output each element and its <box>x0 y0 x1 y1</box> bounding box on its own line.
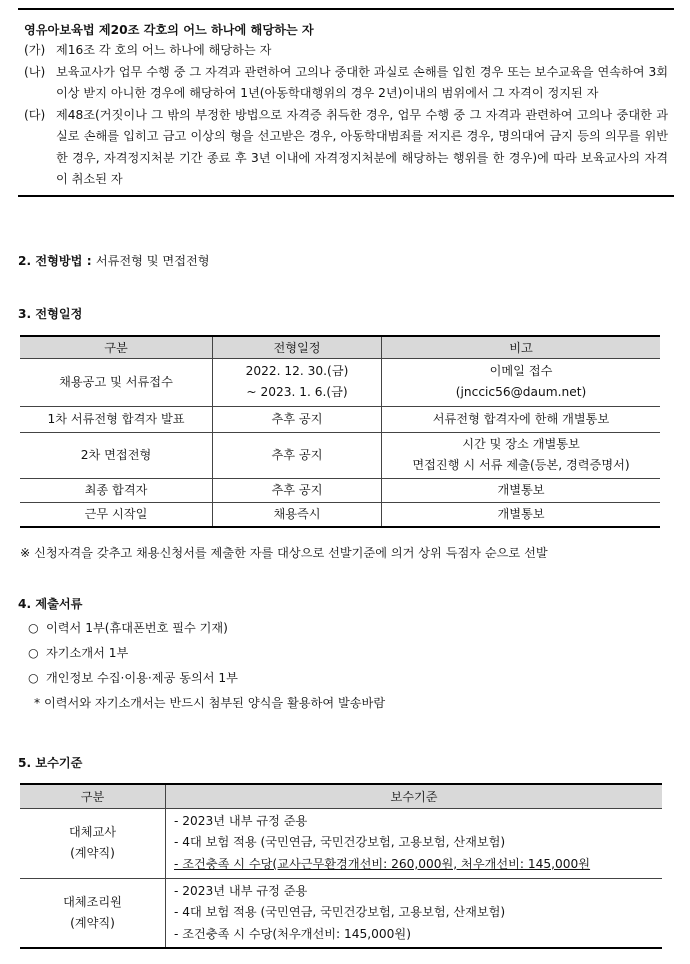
clause-da <box>18 105 674 191</box>
section-2-heading <box>18 252 210 269</box>
section-4-title: 4. 제출서류 <box>18 597 83 611</box>
document-note: * 이력서와 자기소개서는 반드시 첨부된 양식을 활용하여 발송바람 <box>34 696 386 710</box>
pay-line: - 2023년 내부 규정 준용 <box>174 813 308 828</box>
section-3-title: 3. 전형일정 <box>18 307 83 321</box>
schedule-header-category: 구분 <box>20 336 213 358</box>
schedule-date-end: ~ 2023. 1. 6.(금) <box>246 385 348 399</box>
pay-line: - 조건충족 시 수당(교사근무환경개선비: 260,000원, 처우개선비: 145,000원 <box>174 856 591 871</box>
schedule-date <box>213 358 382 406</box>
table-row <box>20 358 660 406</box>
table-row <box>20 432 660 478</box>
schedule-note <box>382 358 661 406</box>
pay-role <box>20 878 166 948</box>
clause-text: 보육교사가 업무 수행 중 그 자격과 관련하여 고의나 중대한 과실로 손해를 입힌 경우 또는 보수교육을 연속하여 3회 이상 받지 아니한 경우에 해당하여 1년(아동학대행위의 경우 2년)이내의 범위에서 그 자격이 정지된 자 <box>56 64 668 100</box>
selection-footnote: ※ 신청자격을 갖추고 채용신청서를 제출한 자를 대상으로 선발기준에 의거 상위 득점자 순으로 선발 <box>20 546 548 560</box>
schedule-date: 추후 공지 <box>213 478 382 502</box>
section-2-value: 서류전형 및 면접전형 <box>95 254 210 268</box>
schedule-category: 최종 합격자 <box>20 478 213 502</box>
schedule-category: 2차 면접전형 <box>20 432 213 478</box>
eligibility-box <box>18 8 674 197</box>
pay-header-standard: 보수기준 <box>166 784 663 808</box>
table-row <box>20 502 660 527</box>
schedule-date: 추후 공지 <box>213 432 382 478</box>
list-item <box>28 641 385 666</box>
table-row <box>20 406 660 432</box>
schedule-table <box>20 335 660 528</box>
clause-mark: (가) <box>24 43 46 57</box>
schedule-note: 개별통보 <box>382 502 661 527</box>
list-item <box>28 666 385 691</box>
role-type: (계약직) <box>70 846 115 860</box>
eligibility-heading: 영유아보육법 제20조 각호의 어느 하나에 해당하는 자 <box>24 23 314 37</box>
pay-table <box>20 783 662 949</box>
clause-mark: (다) <box>24 107 46 122</box>
circle-bullet-icon: ○ <box>28 621 39 635</box>
circle-bullet-icon: ○ <box>28 671 39 685</box>
section-5-title: 5. 보수기준 <box>18 756 83 770</box>
schedule-date-start: 2022. 12. 30.(금) <box>245 364 349 378</box>
note-line: 시간 및 장소 개별통보 <box>462 437 580 451</box>
role-name: 대체교사 <box>68 825 117 839</box>
clause-na <box>18 62 674 105</box>
note-line: (jnccic56@daum.net) <box>455 385 587 399</box>
pay-line: - 4대 보험 적용 (국민연금, 국민건강보험, 고용보험, 산재보험) <box>174 905 506 919</box>
document-item-label: 이력서 1부(휴대폰번호 필수 기재) <box>46 621 228 635</box>
document-item-label: 자기소개서 1부 <box>46 646 129 660</box>
schedule-date: 채용즉시 <box>213 502 382 527</box>
schedule-header-note: 비고 <box>382 336 661 358</box>
role-type: (계약직) <box>70 915 115 930</box>
schedule-date: 추후 공지 <box>213 406 382 432</box>
pay-header-category: 구분 <box>20 784 166 808</box>
section-2-title: 2. 전형방법 : <box>18 254 92 268</box>
pay-line: - 조건충족 시 수당(처우개선비: 145,000원) <box>174 926 411 941</box>
schedule-note: 개별통보 <box>382 478 661 502</box>
schedule-header-schedule: 전형일정 <box>213 336 382 358</box>
pay-line: - 4대 보험 적용 (국민연금, 국민건강보험, 고용보험, 산재보험) <box>174 835 506 850</box>
schedule-note <box>382 432 661 478</box>
note-line: 이메일 접수 <box>489 364 553 378</box>
document-list <box>28 616 385 716</box>
schedule-category: 채용공고 및 서류접수 <box>20 358 213 406</box>
list-item <box>28 616 385 641</box>
pay-role <box>20 808 166 878</box>
table-row <box>20 878 662 948</box>
clause-text: 제16조 각 호의 어느 하나에 해당하는 자 <box>56 43 272 57</box>
circle-bullet-icon: ○ <box>28 646 39 660</box>
clause-text: 제48조(거짓이나 그 밖의 부정한 방법으로 자격증 취득한 경우, 업무 수행 중 그 자격과 관련하여 고의나 중대한 과실로 손해를 입히고 금고 이상의 형을 선고받은 경우, 아동학대범죄를 저지른 경우, 명의대여 금지 등의 의무를 위반한 경우, 자격정지처분 기간 종료 후 3년 이내에 자격정지처분에 해당하는 행위를 한 경우)에 따라 보육교사의 자격이 취소된 자 <box>56 107 668 186</box>
table-row <box>20 478 660 502</box>
document-item-label: 개인정보 수집·이용·제공 동의서 1부 <box>46 671 238 685</box>
pay-standard <box>166 808 663 878</box>
table-row <box>20 808 662 878</box>
role-name: 대체조리원 <box>63 894 122 909</box>
schedule-category: 근무 시작일 <box>20 502 213 527</box>
clause-ga <box>18 40 674 62</box>
note-line: 면접진행 시 서류 제출(등본, 경력증명서) <box>412 458 630 472</box>
pay-line: - 2023년 내부 규정 준용 <box>174 883 308 898</box>
schedule-note: 서류전형 합격자에 한해 개별통보 <box>382 406 661 432</box>
schedule-category: 1차 서류전형 합격자 발표 <box>20 406 213 432</box>
clause-mark: (나) <box>24 64 46 79</box>
pay-standard <box>166 878 663 948</box>
